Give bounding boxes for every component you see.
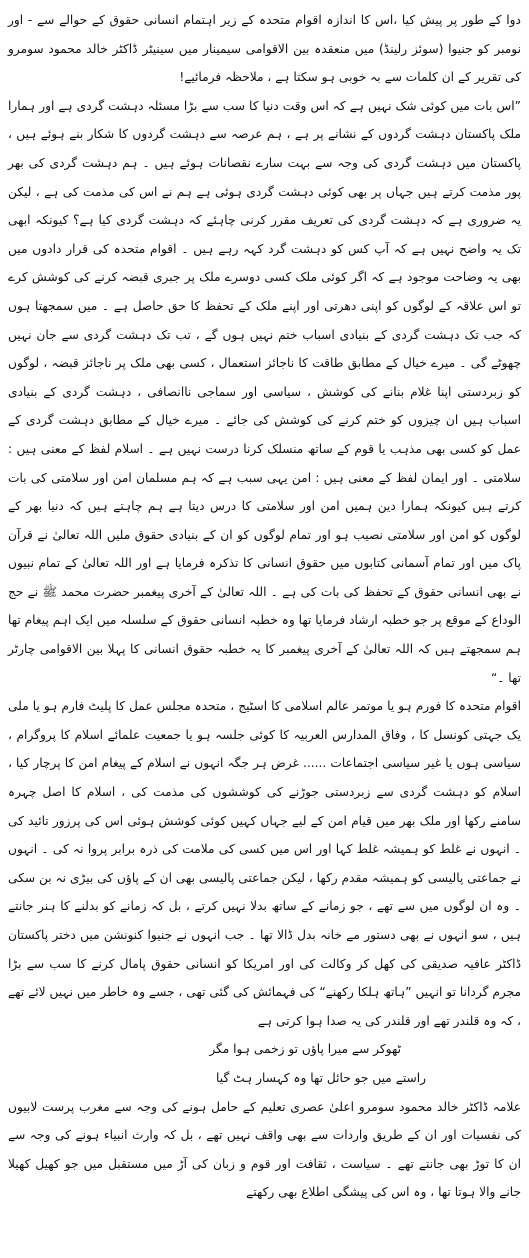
intro-paragraph: دوا کے طور پر پیش کیا ،اس کا اندازہ اقوام متحدہ کے زیر اہتمام انسانی حقوق کے حوالے سے - اور نومبر کو جنیوا (سوئز رلینڈ) میں منعقدہ بین الاقوامی سیمینار میں سینیٹر ڈاکٹر خالد محمود سومرو کی تقریر کے ان کلمات سے بہ خوبی ہو سکتا ہے ، ملاحظہ فرمائیے!: [8, 13, 521, 85]
closing-paragraph: علامہ ڈاکٹر خالد محمود سومرو اعلیٰ عصری تعلیم کے حامل ہونے کی وجہ سے مغرب پرست لابیوں کی نفسیات اور ان کے طریق واردات سے بھی واقف نہیں تھے ، بل کہ وارث انبیاء ہونے کی وجہ سے ان کا توڑ بھی جانتے تھے ۔ سیاست ، ثقافت اور قوم و زبان کی آڑ میں مستقبل میں جو کھیل کھیلا جانے والا ہوتا تھا ، وہ اس کی پیشگی اطلاع بھی رکھتے: [8, 1099, 521, 1200]
quoted-speech-paragraph: ”اس بات میں کوئی شک نہیں ہے کہ اس وقت دنیا کا سب سے بڑا مسئلہ دہشت گردی ہے اور ہمارا ملک پاکستان دہشت گردوں کے نشانے پر ہے ، ہم عرصہ سے دہشت گردوں کا شکار بنے ہوئے ہیں ، پاکستان میں دہشت گردی کی وجہ سے بہت سارے نقصانات ہوئے ہیں ۔ ہم دہشت گردی کی بھر پور مذمت کرتے ہیں جہاں پر بھی کوئی دہشت گردی ہوئی ہے ہم نے اس کی مذمت کی ہے ، لیکن یہ ضروری ہے کہ دہشت گردی کی تعریف مقرر کرنی چاہئے کہ دہشت گردی کیا ہے؟ کیونکہ ابھی تک یہ واضح نہیں ہے کہ آپ کس کو دہشت گرد کہہ رہے ہیں ۔ اقوام متحدہ کی قرار دادوں میں بھی یہ وضاحت موجود ہے کہ اگر کوئی ملک کسی دوسرے ملک پر جبری قبضہ کرنے کی کوشش کرے تو اس علاقہ کے لوگوں کو اپنی دھرتی اور اپنے ملک کے تحفظ کا حق حاصل ہے ۔ میں سمجھتا ہوں کہ جب تک دہشت گردی کے بنیادی اسباب ختم نہیں ہوں گے ، تب تک دہشت گردی سے جان نہیں چھوٹے گی ۔ میرے خیال کے مطابق طاقت کا ناجائز استعمال ، کسی بھی ملک پر ناجائز قبضہ ، لوگوں کو زبردستی اپنا غلام بنانے کی کوشش ، سیاسی اور سماجی ناانصافی ، دہشت گردی کے بنیادی اسباب ہیں ان چیزوں کو ختم کرنے کی کوشش کی جائے ۔ میرے خیال کے مطابق دہشت گردی کے عمل کو کسی بھی مذہب یا قوم کے ساتھ منسلک کرنا درست نہیں ہے ۔ اسلام لفظ کے معنی ہیں : سلامتی ۔ اور ایمان لفظ کے معنی ہیں : امن یہی سبب ہے کہ ہم مسلمان امن اور سلامتی کی بات کرتے ہیں کیونکہ ہمارا دین ہمیں امن اور سلامتی کا درس دیتا ہے ہم چاہتے ہیں کہ دنیا بھر کے لوگوں کو امن اور سلامتی نصیب ہو اور تمام لوگوں کو ان کے بنیادی حقوق ملیں اللہ تعالیٰ نے قرآن پاک میں اور تمام آسمانی کتابوں میں حقوق انسانی کا تذکرہ فرمایا ہے اور اللہ تعالیٰ کے تمام نبیوں نے بھی انسانی حقوق کے تحفظ کی بات کی ہے ۔ اللہ تعالیٰ کے آخری پیغمبر حضرت محمد ﷺ نے حج الوداع کے موقع پر جو خطبہ ارشاد فرمایا تھا وہ خطبہ انسانی حقوق کے سلسلہ میں ایک اہم پیغام تھا ہم سمجھتے ہیں کہ اللہ تعالیٰ کے آخری پیغمبر کا یہ خطبہ حقوق انسانی کا پہلا بین الاقوامی چارٹر تھا ۔“: [8, 98, 521, 685]
verse-line-2: راستے میں جو حائل تھا وہ کہسار ہٹ گیا: [216, 1070, 426, 1085]
verse-line-1: ٹھوکر سے میرا پاؤں تو زخمی ہوا مگر: [209, 1042, 401, 1057]
body-paragraph: اقوام متحدہ کا فورم ہو یا موتمر عالم اسلامی کا اسٹیج ، متحدہ مجلس عمل کا پلیٹ فارم ہو یا ملی یک جہتی کونسل کا ، وفاق المدارس العربیہ کا کوئی جلسہ ہو یا جمعیت علمائے اسلام کا پروگرام ، سیاسی ہوں یا غیر سیاسی اجتماعات ...... غرض ہر جگہ انہوں نے اسلام کے پیغام امن کا پرچار کیا ، اسلام کو دہشت گردی سے زبردستی جوڑنے کی کوششوں کی مذمت کی ، اسلام کا اصل چہرہ سامنے رکھا اور ملک بھر میں قیام امن کے لیے جہاں کہیں کوئی کوشش ہوئی اس کی پرزور تائید کی ۔ انہوں نے غلط کو ہمیشہ غلط کہا اور اس میں کسی کی ملامت کی ذرہ برابر پروا نہ کی ۔ انہوں نے جماعتی پالیسی کو ہمیشہ مقدم رکھا ، لیکن جماعتی پالیسی بھی ان کے پاؤں کی بیڑی نہ بن سکی ۔ وہ ان لوگوں میں سے تھے ، جو زمانے کے ساتھ بدلا نہیں کرتے ، بل کہ زمانے کو بدلنے کا ہنر جانتے ہیں ، سو انہوں نے بھی دستور مے خانہ بدل ڈالا تھا ۔ جب انہوں نے جنیوا کنونشن میں دختر پاکستان ڈاکٹر عافیہ صدیقی کی کھل کر وکالت کی اور امریکا کو انسانی حقوق پامال کرنے کا سب سے بڑا مجرم گردانا تو انہیں ”ہاتھ ہلکا رکھنے“ کی فہمائش کی گئی تھی ، جسے وہ خاطر میں نہیں لائے تھے ، کہ وہ قلندر تھے اور قلندر کی یہ صدا ہوا کرتی ہے: [8, 699, 521, 1028]
